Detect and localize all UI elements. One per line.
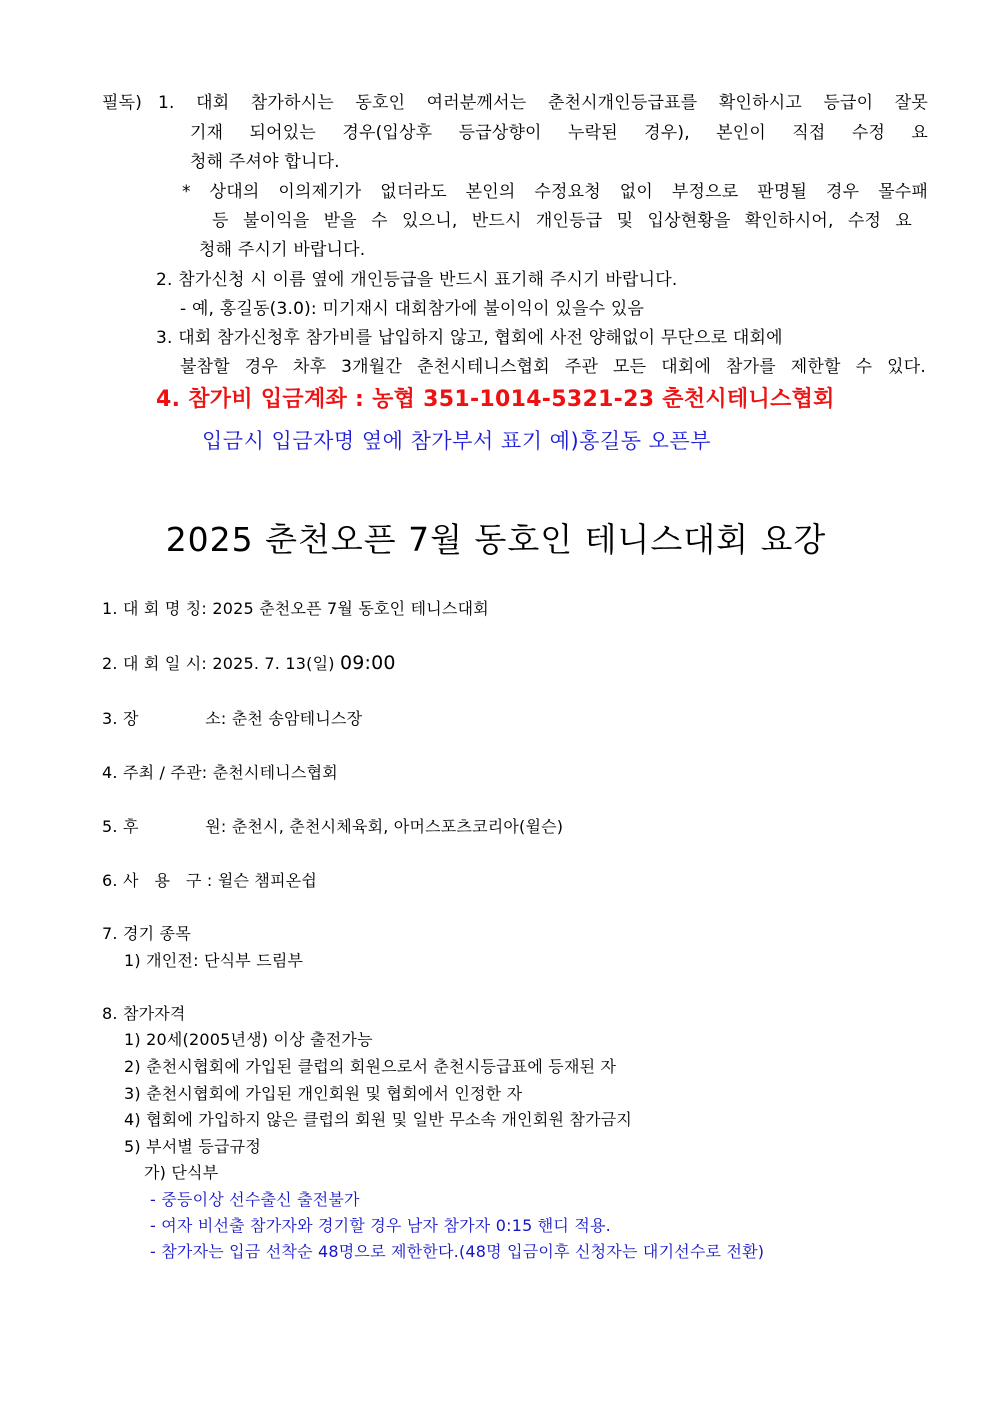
notice-1-line-3: 청해 주셔야 합니다.	[190, 152, 340, 172]
notice-3-line-1: 3. 대회 참가신청후 참가비를 납입하지 않고, 협회에 사전 양해없이 무단으로 대회에	[156, 328, 783, 348]
notice-2-line-1: 2. 참가신청 시 이름 옆에 개인등급을 반드시 표기해 주시기 바랍니다.	[156, 270, 678, 290]
item-3-label-a: 3. 장	[102, 709, 139, 728]
item-6	[102, 870, 317, 892]
item-5-label-a: 5. 후	[102, 817, 139, 836]
item-8-rule-2: - 여자 비선출 참가자와 경기할 경우 남자 참가자 0:15 핸디 적용.	[150, 1216, 611, 1235]
item-1-label: 1. 대 회 명 칭:	[102, 599, 208, 618]
notice-1-line-1: 1. 대회 참가하시는 동호인 여러분께서는 춘천시개인등급표를 확인하시고 등급이 잘못	[158, 93, 928, 113]
item-4-label: 4. 주최 / 주관:	[102, 763, 208, 782]
item-1	[102, 598, 489, 620]
item-8-sub-1: 1) 20세(2005년생) 이상 출전가능	[124, 1030, 373, 1049]
page-title: 2025 춘천오픈 7월 동호인 테니스대회 요강	[165, 520, 827, 559]
item-2-value: 2025. 7. 13(일)	[212, 654, 335, 673]
notice-2-line-2: - 예, 홍길동(3.0): 미기재시 대회참가에 불이익이 있을수 있음	[180, 299, 645, 319]
item-8-rule-3: - 참가자는 입금 선착순 48명으로 제한한다.(48명 입금이후 신청자는 대기선수로 전환)	[150, 1242, 765, 1261]
item-8-sub-4: 4) 협회에 가입하지 않은 클럽의 회원 및 일반 무소속 개인회원 참가금지	[124, 1110, 633, 1129]
item-2-label: 2. 대 회 일 시:	[102, 654, 208, 673]
notice-1-sub-2: 등 불이익을 받을 수 있으니, 반드시 개인등급 및 입상현황을 확인하시어, 수정 요	[212, 211, 912, 231]
item-3	[102, 708, 362, 730]
item-5-label-b: 원:	[205, 817, 227, 836]
item-4	[102, 762, 338, 784]
item-3-value: 춘천 송암테니스장	[231, 709, 363, 728]
item-2-time: 09:00	[339, 652, 396, 674]
item-5-value: 춘천시, 춘천시체육회, 아머스포츠코리아(윌슨)	[231, 817, 564, 836]
notice-1-sub-1: * 상대의 이의제기가 없더라도 본인의 수정요청 없이 부정으로 판명될 경우 몰수패	[182, 182, 928, 202]
notice-1-sub-3: 청해 주시기 바랍니다.	[199, 240, 366, 260]
item-8-sub-5: 5) 부서별 등급규정	[124, 1137, 261, 1156]
item-8-sub-3: 3) 춘천시협회에 가입된 개인회원 및 협회에서 인정한 자	[124, 1084, 523, 1103]
item-5	[102, 816, 563, 838]
notice-3-line-2: 불참할 경우 차후 3개월간 춘천시테니스협회 주관 모든 대회에 참가를 제한할 수 있다.	[180, 357, 926, 377]
item-6-value: 윌슨 챔피온쉽	[217, 871, 318, 890]
item-8-sub-2: 2) 춘천시협회에 가입된 클럽의 회원으로서 춘천시등급표에 등재된 자	[124, 1057, 617, 1076]
item-4-value: 춘천시테니스협회	[212, 763, 338, 782]
item-3-label-b: 소:	[205, 709, 227, 728]
item-8-group-singles: 가) 단식부	[144, 1163, 219, 1182]
notice-prefix: 필독)	[102, 93, 143, 113]
item-7-label: 7. 경기 종목	[102, 924, 191, 943]
notice-1-line-2: 기재 되어있는 경우(입상후 등급상향이 누락된 경우), 본인이 직접 수정 요	[190, 123, 928, 143]
item-6-label: 6. 사 용 구 :	[102, 871, 213, 890]
item-8-rule-1: - 중등이상 선수출신 출전불가	[150, 1190, 360, 1209]
item-8-label: 8. 참가자격	[102, 1004, 186, 1023]
notice-4-deposit-note: 입금시 입금자명 옆에 참가부서 표기 예)홍길동 오픈부	[202, 429, 712, 453]
notice-4-account: 4. 참가비 입금계좌 : 농협 351-1014-5321-23 춘천시테니스협회	[156, 387, 835, 412]
item-7-sub-1: 1) 개인전: 단식부 드림부	[124, 951, 304, 970]
item-1-value: 2025 춘천오픈 7월 동호인 테니스대회	[212, 599, 489, 618]
item-2	[102, 652, 396, 675]
